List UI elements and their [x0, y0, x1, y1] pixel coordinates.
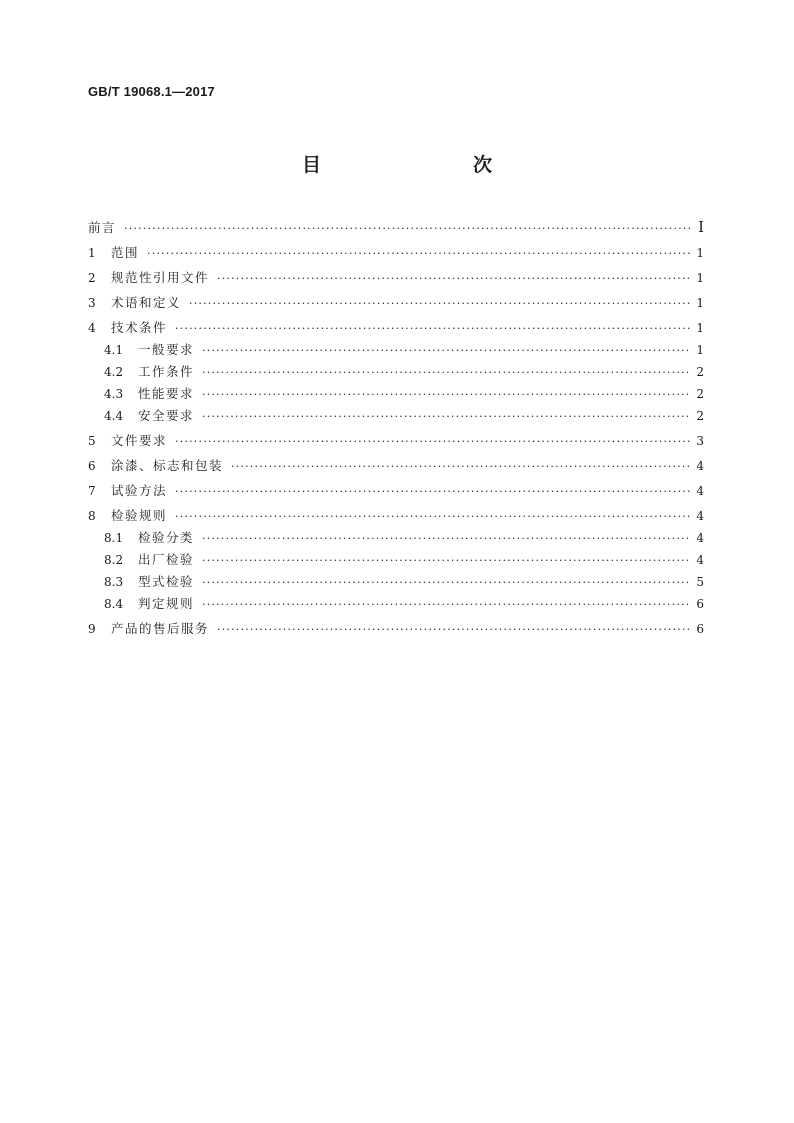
toc-entry[interactable]: [88, 270, 704, 286]
toc-entry-page-number: 4: [696, 484, 704, 498]
toc-entry[interactable]: [88, 530, 704, 546]
toc-entry[interactable]: [88, 508, 704, 524]
toc-entry[interactable]: [88, 433, 704, 449]
toc-entry-label: 安全要求: [138, 408, 195, 423]
toc-entry-label: 判定规则: [138, 596, 195, 611]
toc-entry-number: 4.2: [104, 365, 124, 379]
toc-entry-page-number: 6: [696, 622, 704, 636]
toc-entry-number: 4.3: [104, 387, 124, 401]
toc-entry-number: 4.1: [104, 343, 124, 357]
toc-entry-page-number: 1: [696, 246, 704, 260]
toc-entry-label: 涂漆、标志和包装: [111, 458, 224, 473]
dot-leader: [175, 509, 690, 524]
toc-entry-label: 技术条件: [111, 320, 168, 335]
toc-entry-label: 检验规则: [111, 508, 168, 523]
toc-entry-number: 4: [88, 321, 96, 335]
dot-leader: [202, 343, 690, 358]
toc-entry-label: 检验分类: [138, 530, 195, 545]
toc-entry-number: 7: [88, 484, 96, 498]
page-title: 目 次: [301, 154, 530, 176]
toc-entry[interactable]: [88, 342, 704, 358]
toc-entry[interactable]: [88, 220, 704, 236]
toc-entry-page-number: 3: [696, 434, 704, 448]
toc-entry-label: 性能要求: [138, 386, 195, 401]
toc-entry[interactable]: [88, 320, 704, 336]
toc-entry-label: 型式检验: [138, 574, 195, 589]
toc-entry[interactable]: [88, 245, 704, 261]
toc-entry[interactable]: [88, 483, 704, 499]
toc-entry-number: 8.4: [104, 597, 124, 611]
toc-entry-number: 2: [88, 271, 96, 285]
dot-leader: [202, 365, 690, 380]
dot-leader: [202, 597, 690, 612]
dot-leader: [124, 221, 692, 236]
toc-entry-label: 规范性引用文件: [111, 270, 210, 285]
toc-entry-label: 范围: [111, 245, 140, 260]
toc-entry-label: 一般要求: [138, 342, 195, 357]
toc-entry-number: 8: [88, 509, 96, 523]
toc-entry-page-number: 2: [696, 387, 704, 401]
toc-entry[interactable]: [88, 458, 704, 474]
toc-entry-page-number: 5: [696, 575, 704, 589]
dot-leader: [175, 321, 690, 336]
toc-entry-label: 工作条件: [138, 364, 195, 379]
toc-entry-page-number: 1: [696, 343, 704, 357]
toc-entry-number: 1: [88, 246, 96, 260]
toc-entry-page-number: 1: [696, 271, 704, 285]
toc-entry-label: 前言: [88, 220, 117, 235]
toc-entry[interactable]: [88, 621, 704, 637]
toc-entry-number: 8.2: [104, 553, 124, 567]
toc-entry[interactable]: [88, 552, 704, 568]
dot-leader: [202, 409, 690, 424]
toc-entry[interactable]: [88, 596, 704, 612]
toc-entry-page-number: Ⅰ: [698, 218, 704, 236]
dot-leader: [175, 484, 690, 499]
dot-leader: [202, 575, 690, 590]
toc-entry-page-number: 1: [696, 321, 704, 335]
toc-entry[interactable]: [88, 364, 704, 380]
dot-leader: [231, 459, 690, 474]
toc-entry-number: 5: [88, 434, 96, 448]
dot-leader: [217, 271, 690, 286]
toc-entry-label: 试验方法: [111, 483, 168, 498]
standard-code: GB/T 19068.1—2017: [88, 84, 215, 99]
dot-leader: [217, 622, 690, 637]
dot-leader: [202, 531, 690, 546]
toc-entry-page-number: 1: [696, 296, 704, 310]
toc-entry-number: 9: [88, 622, 96, 636]
toc-entry[interactable]: [88, 574, 704, 590]
toc-entry-label: 出厂检验: [138, 552, 195, 567]
toc-entry[interactable]: [88, 386, 704, 402]
toc-entry-page-number: 4: [696, 553, 704, 567]
toc-entry-page-number: 4: [696, 459, 704, 473]
toc-entry-page-number: 4: [696, 531, 704, 545]
toc-entry-number: 8.3: [104, 575, 124, 589]
dot-leader: [147, 246, 690, 261]
toc-entry-number: 6: [88, 459, 96, 473]
dot-leader: [189, 296, 690, 311]
table-of-contents: [88, 216, 704, 637]
toc-entry-number: 3: [88, 296, 96, 310]
toc-entry[interactable]: [88, 295, 704, 311]
toc-entry-number: 4.4: [104, 409, 124, 423]
toc-entry[interactable]: [88, 408, 704, 424]
toc-entry-label: 产品的售后服务: [111, 621, 210, 636]
toc-entry-page-number: 4: [696, 509, 704, 523]
toc-entry-page-number: 2: [696, 409, 704, 423]
toc-entry-number: 8.1: [104, 531, 124, 545]
toc-entry-page-number: 2: [696, 365, 704, 379]
toc-entry-label: 文件要求: [111, 433, 168, 448]
dot-leader: [175, 434, 690, 449]
toc-entry-page-number: 6: [696, 597, 704, 611]
dot-leader: [202, 553, 690, 568]
toc-entry-label: 术语和定义: [111, 295, 182, 310]
dot-leader: [202, 387, 690, 402]
